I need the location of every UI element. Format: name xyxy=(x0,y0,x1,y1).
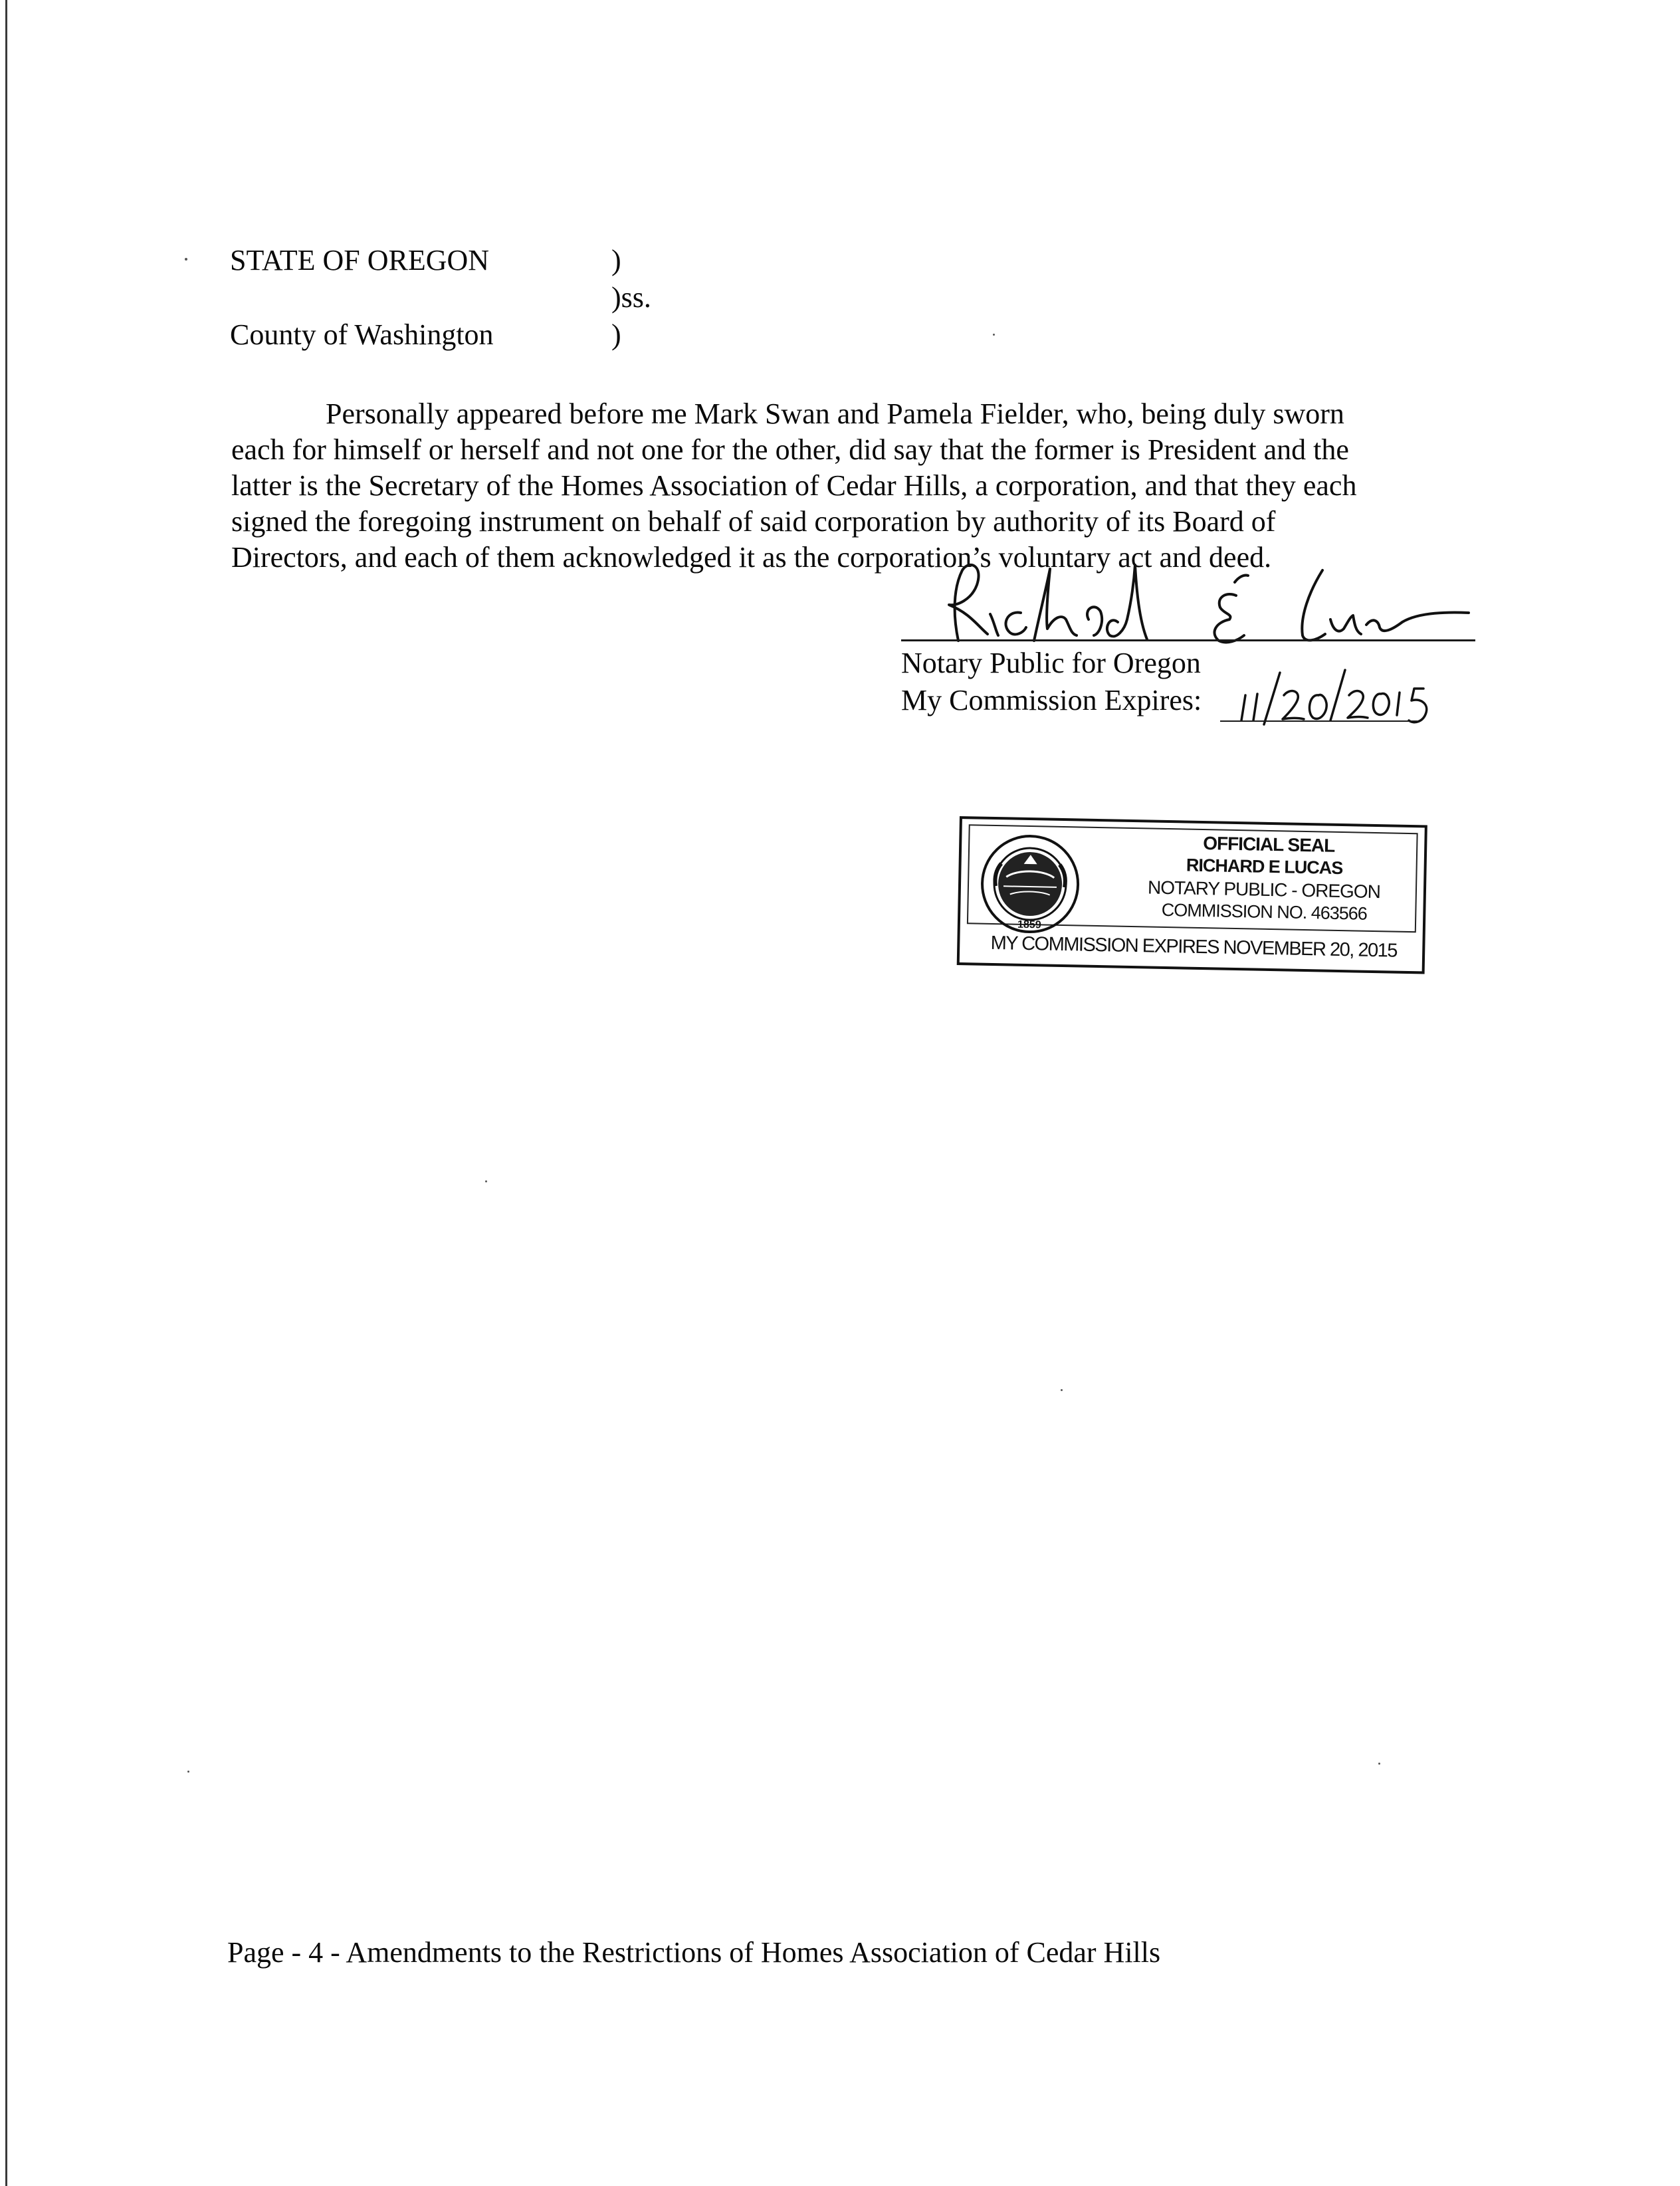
venue-paren-top: ) xyxy=(611,244,621,276)
scan-speck xyxy=(1061,1389,1063,1391)
venue-state: STATE OF OREGON xyxy=(230,244,490,276)
acknowledgment-line: latter is the Secretary of the Homes Association of Cedar Hills, a corporation, and that they each xyxy=(231,469,1357,502)
acknowledgment-paragraph xyxy=(231,396,1481,576)
scan-speck xyxy=(485,1180,487,1182)
signature-line xyxy=(901,639,1475,641)
acknowledgment-line: signed the foregoing instrument on behalf of said corporation by authority of its Board of xyxy=(231,505,1276,538)
seal-official-seal: OFFICIAL SEAL xyxy=(1202,833,1335,856)
venue-county: County of Washington xyxy=(230,318,494,351)
acknowledgment-line: each for himself or herself and not one for the other, did say that the former is President and the xyxy=(231,433,1349,466)
scan-speck xyxy=(185,258,187,261)
scan-edge-line xyxy=(5,0,7,2186)
notary-title: Notary Public for Oregon xyxy=(901,647,1201,679)
seal-commission-expiry: MY COMMISSION EXPIRES NOVEMBER 20, 2015 xyxy=(990,932,1398,962)
acknowledgment-line: Directors, and each of them acknowledged it as the corporation’s voluntary act and deed. xyxy=(231,541,1272,574)
seal-notary-public: NOTARY PUBLIC - OREGON xyxy=(1147,877,1381,903)
page-footer: Page - 4 - Amendments to the Restrictions of Homes Association of Cedar Hills xyxy=(227,1936,1161,1969)
seal-commission-number: COMMISSION NO. 463566 xyxy=(1161,899,1368,924)
venue-ss: )ss. xyxy=(611,281,651,314)
oregon-state-seal-icon xyxy=(976,830,1085,938)
notary-seal-stamp xyxy=(957,816,1433,980)
commission-expires-label: My Commission Expires: xyxy=(901,684,1202,716)
scan-speck xyxy=(993,334,995,336)
commission-date-line xyxy=(1220,720,1418,722)
seal-notary-name: RICHARD E LUCAS xyxy=(1186,855,1343,879)
acknowledgment-line: Personally appeared before me Mark Swan and Pamela Fielder, who, being duly sworn xyxy=(326,397,1344,430)
scan-speck xyxy=(1378,1763,1380,1765)
venue-paren-bottom: ) xyxy=(611,318,621,351)
scan-speck xyxy=(187,1771,189,1773)
seal-year: 1859 xyxy=(1017,919,1041,931)
